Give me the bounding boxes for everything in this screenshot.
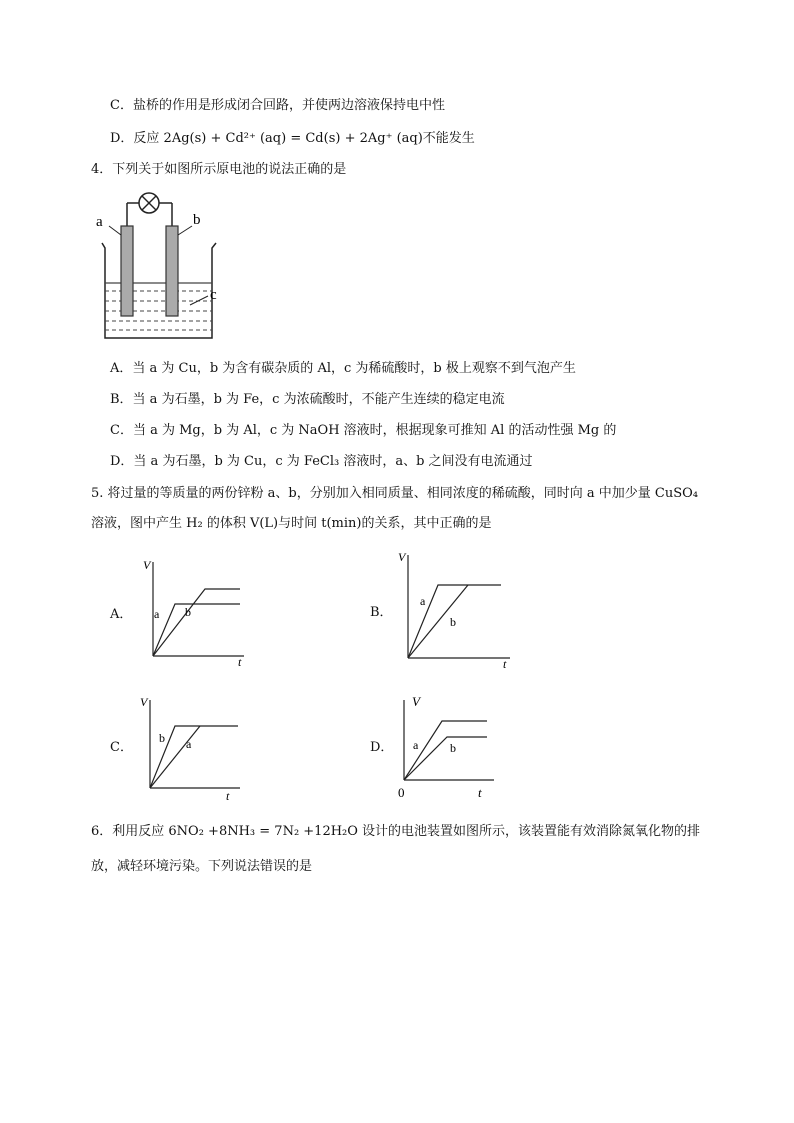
q5-stem-line1: 5. 将过量的等质量的两份锌粉 a、b，分别加入相同质量、相同浓度的稀硫酸，同时向 a 中加少量 CuSO₄: [91, 486, 698, 501]
label-a: a: [96, 214, 103, 230]
electrode-b: [166, 226, 178, 316]
series-label-2: b: [450, 741, 456, 755]
series-label-1: a: [420, 594, 426, 608]
axis-t: t: [226, 789, 230, 802]
origin-label: 0: [398, 785, 405, 800]
lamp-icon: [139, 193, 159, 213]
axis-v: V: [140, 695, 148, 709]
axis-t: t: [478, 785, 482, 800]
q6-stem-line2: 放，减轻环境污染。下列说法错误的是: [91, 859, 313, 874]
q4-stem: 4．下列关于如图所示原电池的说法正确的是: [91, 162, 347, 177]
axis-t: t: [238, 655, 242, 667]
q5-option-b-label: B．: [370, 605, 393, 620]
graph-c: [138, 690, 248, 802]
q6-stem-line1: 6．利用反应 6NO₂ +8NH₃ = 7N₂ +12H₂O 设计的电池装置如图所示，该装置能有效消除氮氧化物的排: [91, 824, 701, 839]
q3-option-c: C．盐桥的作用是形成闭合回路，并使两边溶液保持电中性: [110, 98, 445, 113]
q4-option-a: A．当 a 为 Cu，b 为含有碳杂质的 Al，c 为稀硫酸时，b 极上观察不到气泡产生: [110, 361, 576, 376]
galvanic-cell-diagram: [90, 188, 230, 343]
axis-v: V: [412, 694, 420, 709]
q3-option-d: D．反应 2Ag(s) + Cd²⁺ (aq) = Cd(s) + 2Ag⁺ (aq)不能发生: [110, 131, 475, 146]
electrode-a: [121, 226, 133, 316]
series-label-1: a: [154, 607, 160, 621]
series-label-1: a: [413, 738, 419, 752]
axis-t: t: [503, 657, 507, 669]
series-label-2: a: [186, 737, 192, 751]
axis-v: V: [398, 550, 406, 564]
label-b: b: [193, 212, 201, 228]
label-c: c: [210, 287, 217, 303]
series-label-2: b: [185, 605, 191, 619]
graph-a: [140, 552, 250, 667]
q4-option-c: C．当 a 为 Mg，b 为 Al，c 为 NaOH 溶液时，根据现象可推知 Al 的活动性强 Mg 的: [110, 423, 617, 438]
q5-stem-line2: 溶液，图中产生 H₂ 的体积 V(L)与时间 t(min)的关系，其中正确的是: [91, 516, 492, 531]
axis-v: V: [143, 558, 151, 572]
q4-option-b: B．当 a 为石墨，b 为 Fe，c 为浓硫酸时，不能产生连续的稳定电流: [110, 392, 505, 407]
graph-b: [396, 547, 516, 669]
series-label-1: b: [159, 731, 165, 745]
series-label-2: b: [450, 615, 456, 629]
q4-option-d: D．当 a 为石墨，b 为 Cu，c 为 FeCl₃ 溶液时，a、b 之间没有电流通过: [110, 454, 533, 469]
q5-option-c-label: C．: [110, 740, 133, 755]
graph-d: [392, 688, 502, 803]
q5-option-d-label: D．: [370, 740, 394, 755]
q5-option-a-label: A．: [110, 607, 133, 622]
